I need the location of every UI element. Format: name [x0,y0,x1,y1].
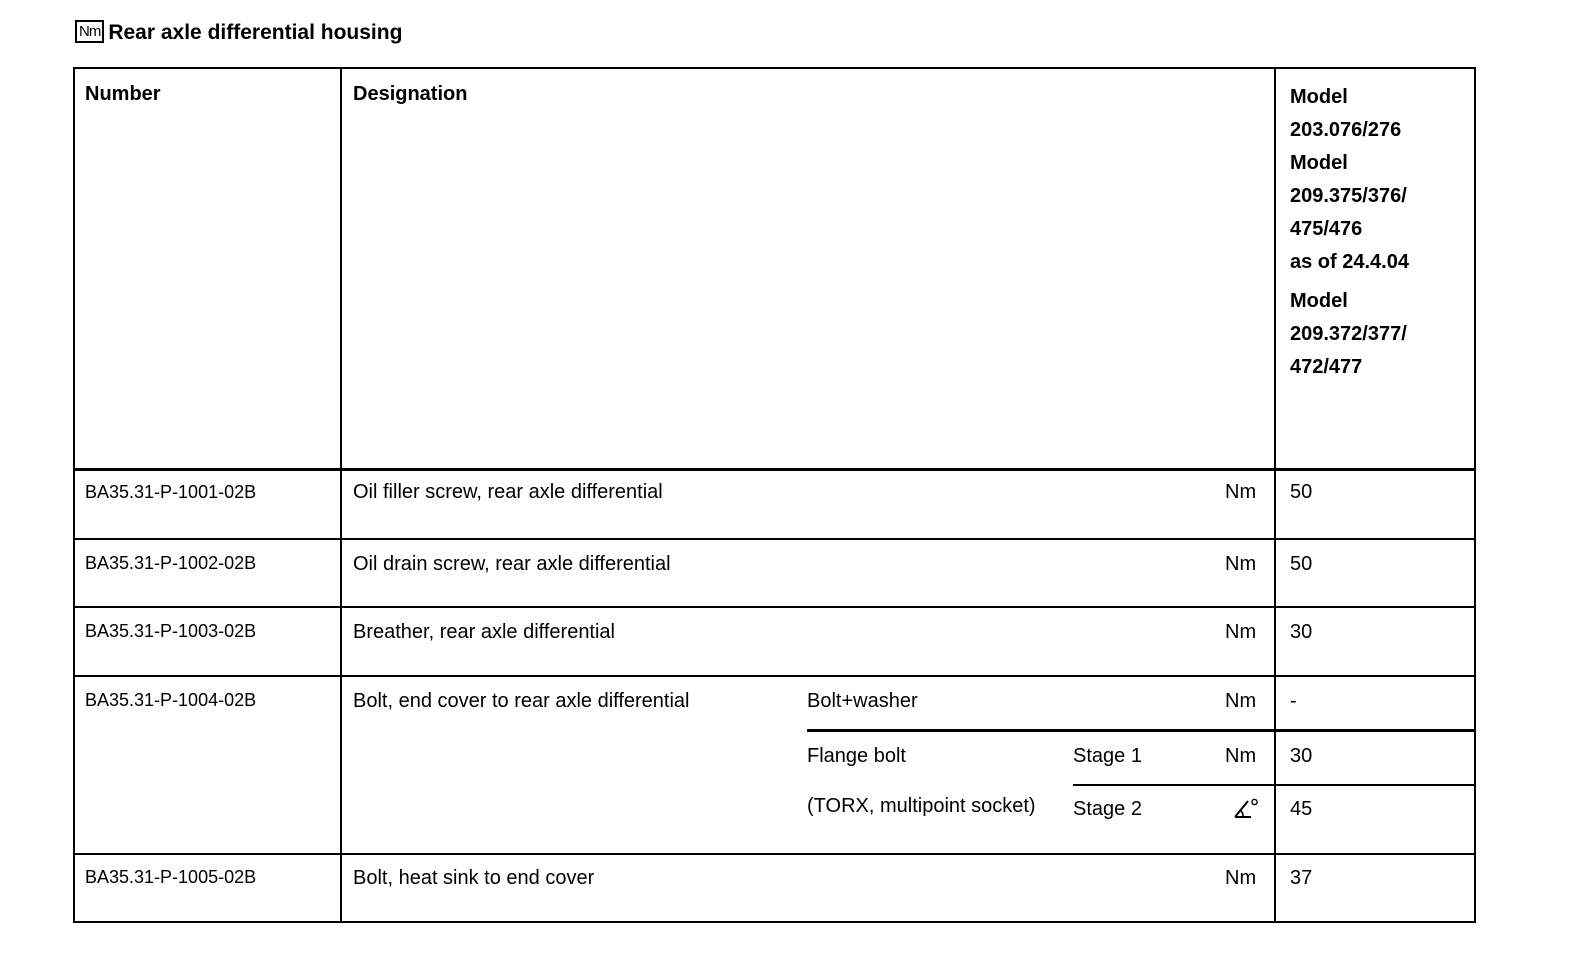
row-unit: Nm [1225,621,1257,643]
row-designation: Bolt, heat sink to end cover [353,867,595,889]
row-designation: Oil filler screw, rear axle differential [353,481,663,503]
row-unit: Nm [1225,553,1257,575]
sub-row-divider [1073,784,1474,786]
row-number: BA35.31-P-1005-02B [85,867,257,887]
column-divider [340,69,342,921]
model-line: 203.076/276 [1290,119,1402,141]
sub-type: (TORX, multipoint socket) [807,795,1036,817]
model-line: Model [1290,152,1348,174]
row-value: 30 [1290,745,1313,767]
page-title [75,20,402,45]
model-line: 475/476 [1290,218,1363,240]
row-value: - [1290,690,1297,712]
torque-nm-icon: Nm [75,20,104,43]
row-designation: Oil drain screw, rear axle differential [353,553,671,575]
sub-type: Bolt+washer [807,690,918,712]
row-value: 45 [1290,798,1313,820]
column-divider [1274,69,1276,921]
model-line: Model [1290,290,1348,312]
sub-row-divider [807,729,1474,732]
sub-type: Flange bolt [807,745,906,767]
angle-degree-icon [1233,797,1259,821]
row-unit: Nm [1225,745,1257,767]
row-divider [75,853,1474,855]
row-number: BA35.31-P-1004-02B [85,690,257,710]
row-value: 30 [1290,621,1313,643]
row-unit: Nm [1225,690,1257,712]
row-number: BA35.31-P-1002-02B [85,553,257,573]
row-value: 50 [1290,553,1313,575]
torque-table [73,67,1476,923]
row-unit: Nm [1225,867,1257,889]
model-line: Model [1290,86,1348,108]
row-unit: Nm [1225,481,1257,503]
sub-stage: Stage 2 [1073,798,1142,820]
page-title-text: Rear axle differential housing [108,21,403,44]
column-header-designation: Designation [353,83,468,105]
row-divider [75,606,1474,608]
row-value: 50 [1290,481,1313,503]
row-number: BA35.31-P-1003-02B [85,621,257,641]
column-header-number: Number [85,83,161,105]
row-value: 37 [1290,867,1313,889]
row-designation: Breather, rear axle differential [353,621,616,643]
row-designation: Bolt, end cover to rear axle differential [353,690,690,712]
model-line: 209.372/377/ [1290,323,1407,345]
column-header-model [1290,81,1409,384]
sub-stage: Stage 1 [1073,745,1142,767]
row-divider [75,538,1474,540]
row-divider [75,675,1474,677]
header-divider [75,468,1474,471]
model-line: 209.375/376/ [1290,185,1407,207]
model-line: as of 24.4.04 [1290,251,1409,273]
model-line: 472/477 [1290,356,1363,378]
row-number: BA35.31-P-1001-02B [85,482,257,502]
